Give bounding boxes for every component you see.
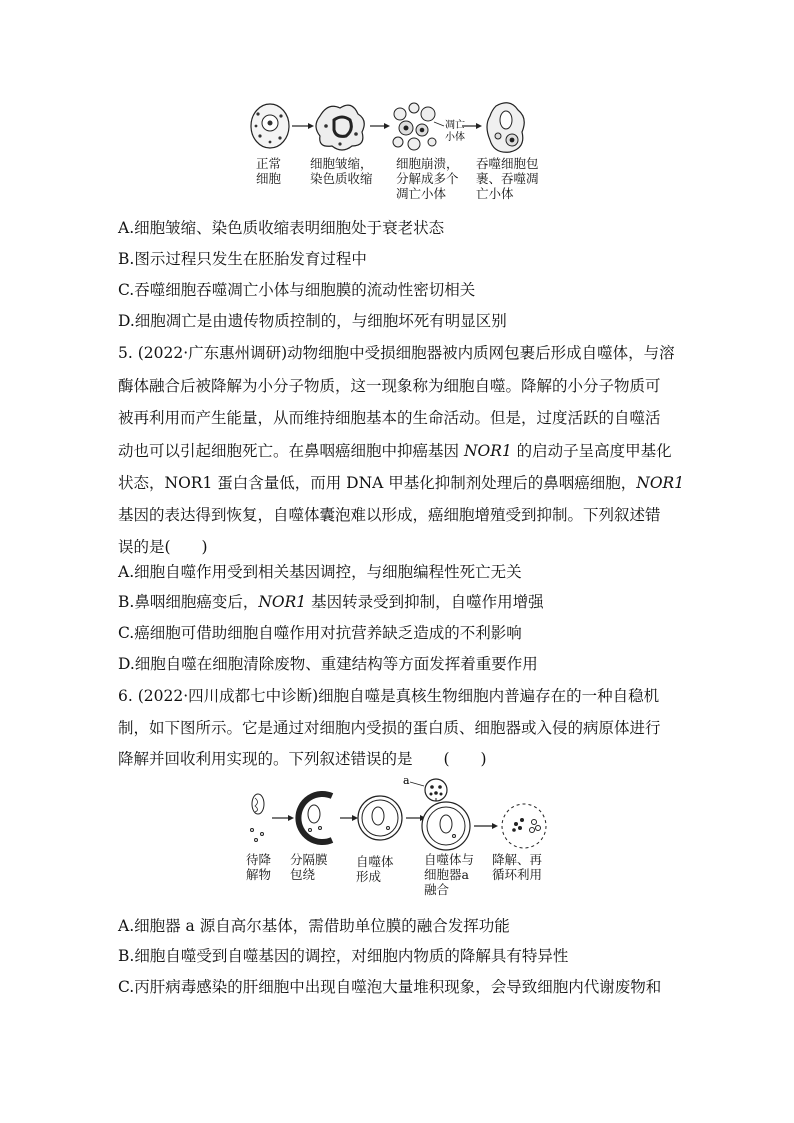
q5-stem-line7: 误的是( ) [118,538,208,556]
q4-option-b: B.图示过程只发生在胚胎发育过程中 [118,250,367,268]
collapsed-cell-drawing [393,103,444,150]
degradable-material-drawing [251,794,265,842]
q5-stem-line4: 动也可以引起细胞死亡。在鼻咽癌细胞中抑癌基因 NOR1 的启动子呈高度甲基化 [118,442,672,460]
fusion-drawing [422,802,470,850]
organelle-a-label: a [403,778,410,787]
q5-option-d: D.细胞自噬在细胞清除废物、重建结构等方面发挥着重要作用 [118,655,538,673]
apoptotic-body-label-2: 小体 [445,132,465,143]
q5-stem-line6: 基因的表达得到恢复，自噬体囊泡难以形成，癌细胞增殖受到抑制。下列叙述错 [118,506,661,524]
caption-autophagosome: 自噬体 形成 [356,854,394,884]
caption-fusion: 自噬体与 细胞器a 融合 [424,852,475,897]
apoptotic-body-label-1: 凋亡 [445,120,465,131]
q5-option-c: C.癌细胞可借助细胞自噬作用对抗营养缺乏造成的不利影响 [118,624,522,642]
autophagosome-drawing [358,796,402,840]
q6-option-b: B.细胞自噬受到自噬基因的调控，对细胞内物质的降解具有特异性 [118,947,569,965]
q5-option-a: A.细胞自噬作用受到相关基因调控，与细胞编程性死亡无关 [118,563,522,581]
apoptosis-diagram [248,96,548,156]
gene-nor1: NOR1 [463,442,512,460]
q4-option-c: C.吞噬细胞吞噬凋亡小体与细胞膜的流动性密切相关 [118,281,476,299]
gene-nor1: NOR1 [258,593,307,611]
figure-apoptosis [248,96,548,206]
q5-option-b: B.鼻咽细胞癌变后，NOR1 基因转录受到抑制，自噬作用增强 [118,593,544,611]
q5-stem-line1: 5. (2022·广东惠州调研)动物细胞中受损细胞器被内质网包裹后形成自噬体，与溶 [118,344,675,362]
organelle-a-drawing [410,779,447,801]
q6-option-c: C.丙肝病毒感染的肝细胞中出现自噬泡大量堆积现象，会导致细胞内代谢废物和 [118,978,662,996]
caption-degradable: 待降 解物 [246,852,272,882]
autophagy-diagram [240,778,560,858]
engulfing-cell-drawing [487,103,524,152]
degradation-drawing [502,804,546,848]
q5-stem-line5: 状态，NOR1 蛋白含量低，而用 DNA 甲基化抑制剂处理后的鼻咽癌细胞，NOR1 [118,474,685,492]
isolation-membrane-drawing [298,794,332,842]
caption-shrink: 细胞皱缩， 染色质收缩 [310,156,373,186]
caption-collapse: 细胞崩溃， 分解成多个 凋亡小体 [396,156,459,201]
caption-recycle: 降解、再 循环利用 [492,852,543,882]
q6-option-a: A.细胞器 a 源自高尔基体，需借助单位膜的融合发挥功能 [118,917,510,935]
caption-engulf: 吞噬细胞包 裹、吞噬凋 亡小体 [476,156,539,201]
q6-stem-line1: 6. (2022·四川成都七中诊断)细胞自噬是真核生物细胞内普遍存在的一种自稳机 [118,687,660,705]
caption-normal: 正常 细胞 [256,156,282,186]
q5-stem-line3: 被再利用而产生能量，从而维持细胞基本的生命活动。但是，过度活跃的自噬活 [118,409,661,427]
q5-stem-line2: 酶体融合后被降解为小分子物质，这一现象称为细胞自噬。降解的小分子物质可 [118,377,661,395]
q4-option-a: A.细胞皱缩、染色质收缩表明细胞处于衰老状态 [118,219,445,237]
caption-isolation: 分隔膜 包绕 [290,852,328,882]
figure-autophagy [240,778,560,908]
shrinking-cell-drawing [316,105,364,150]
q4-option-d: D.细胞凋亡是由遗传物质控制的，与细胞坏死有明显区别 [118,312,507,330]
normal-cell-drawing [251,104,289,148]
q6-stem-line3: 降解并回收利用实现的。下列叙述错误的是 ( ) [118,750,487,768]
q6-stem-line2: 制，如下图所示。它是通过对细胞内受损的蛋白质、细胞器或入侵的病原体进行 [118,719,661,737]
gene-nor1: NOR1 [636,474,685,492]
